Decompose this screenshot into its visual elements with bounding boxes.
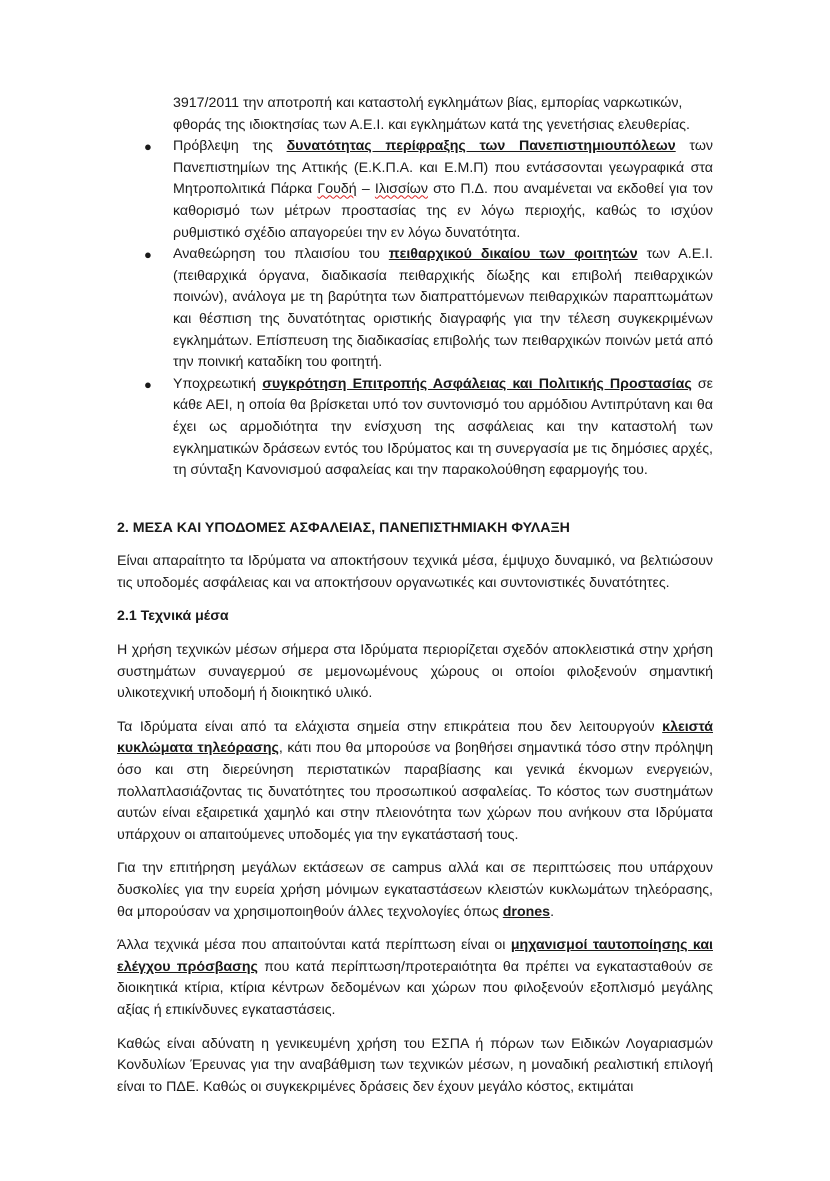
list-item: ● Πρόβλεψη της δυνατότητας περίφραξης των Πανεπιστημιουπόλεων των Πανεπιστημίων της Αττικής (Ε.Κ.Π.Α. και Ε.Μ.Π) που εντάσσονται γεωγραφικά στα Μητροπολιτικά Πάρκα Γουδή – Ιλισσίων στο Π.Δ. που αναμένεται να εκδοθεί για τον καθορισμό των μέτρων προστασίας της εν λόγω περιοχής, καθώς το ισχύον ρυθμιστικό σχέδιο απαγορεύει την εν λόγω δυνατότητα. xyxy=(144,138,713,241)
bullet-icon: ● xyxy=(144,247,152,263)
paragraph: Τα Ιδρύματα είναι από τα ελάχιστα σημεία στην επικράτεια που δεν λειτουργούν κλειστά κυκλώματα τηλεόρασης, κάτι που θα μπορούσε να βοηθήσει σημαντικά τόσο στην πρόληψη όσο και στη διερεύνηση περιστατικών παραβίασης και γενικά έκνομων ενεργειών, πολλαπλασιάζοντας τις δυνατότητες του προσωπικού ασφαλείας. Το κόστος των συστημάτων αυτών είναι εξαιρετικά χαμηλό και στην πλειονότητα των χώρων που ανήκουν στα Ιδρύματα υπάρχουν οι απαιτούμενες υποδομές για την εγκατάστασή τους. xyxy=(117,718,713,843)
emphasis-text: συγκρότηση Επιτροπής Ασφάλειας και Πολιτικής Προστασίας xyxy=(262,375,692,392)
page-content xyxy=(117,93,713,1098)
list-item: ● Υποχρεωτική συγκρότηση Επιτροπής Ασφάλειας και Πολιτικής Προστασίας σε κάθε ΑΕΙ, η οποία θα βρίσκεται υπό τον συντονισμό του αρμόδιου Αντιπρύτανη και θα έχει ως αρμοδιότητα την ενίσχυση της ασφάλειας και την καταστολή των εγκληματικών δράσεων εντός του Ιδρύματος και τη συνεργασία με τις δημόσιες αρχές, τη σύνταξη Κανονισμού ασφαλείας και την παρακολούθηση εφαρμογής του. xyxy=(144,375,714,479)
continued-line-1: 3917/2011 την αποτροπή και καταστολή εγκλημάτων βίας, εμπορίας ναρκωτικών, xyxy=(173,95,683,111)
paragraph: Η χρήση τεχνικών μέσων σήμερα στα Ιδρύματα περιορίζεται σχεδόν αποκλειστικά στην χρήση συστημάτων συναγερμού σε μεμονωμένους χώρους οι οποίοι φιλοξενούν σημαντική υλικοτεχνική υποδομή ή διοικητικό υλικό. xyxy=(117,642,713,702)
emphasis-text: πειθαρχικού δικαίου των φοιτητών xyxy=(388,246,638,263)
section-intro: Είναι απαραίτητο τα Ιδρύματα να αποκτήσουν τεχνικά μέσα, έμψυχο δυναμικό, να βελτιώσουν τις υποδομές ασφάλειας και να αποκτήσουν οργανωτικές και συντονιστικές δυνατότητες. xyxy=(117,553,713,591)
measures-list xyxy=(117,136,713,482)
paragraph: Καθώς είναι αδύνατη η γενικευμένη χρήση του ΕΣΠΑ ή πόρων των Ειδικών Λογαριασμών Κονδυλίων Έρευνας για την αναβάθμιση των τεχνικών μέσων, η μοναδική ρεαλιστική επιλογή είναι το ΠΔΕ. Καθώς οι συγκεκριμένες δράσεις δεν έχουν μεγάλο κόστος, εκτιμάται xyxy=(117,1035,713,1095)
emphasis-text: δυνατότητας περίφραξης των Πανεπιστημιουπόλεων xyxy=(286,138,676,155)
paragraph: Για την επιτήρηση μεγάλων εκτάσεων σε campus αλλά και σε περιπτώσεις που υπάρχουν δυσκολίες για την ευρεία χρήση μόνιμων εγκαταστάσεων κλειστών κυκλωμάτων τηλεόρασης, θα μπορούσαν να χρησιμοποιηθούν άλλες τεχνολογίες όπως drones. xyxy=(117,860,713,920)
emphasis-text: κλειστά κυκλώματα τηλεόρασης xyxy=(117,718,713,757)
bullet-icon: ● xyxy=(144,139,152,155)
continued-line-2: φθοράς της ιδιοκτησίας των Α.Ε.Ι. και εγκλημάτων κατά της γενετήσιας ελευθερίας. xyxy=(173,116,690,133)
emphasis-text: drones xyxy=(502,903,551,920)
section-heading: 2. ΜΕΣΑ ΚΑΙ ΥΠΟΔΟΜΕΣ ΑΣΦΑΛΕΙΑΣ, ΠΑΝΕΠΙΣΤΗΜΙΑΚΗ ΦΥΛΑΞΗ xyxy=(117,519,570,536)
bullet-icon: ● xyxy=(144,376,152,392)
spellcheck-flag: Ιλισσίων xyxy=(374,181,428,198)
paragraph: Άλλα τεχνικά μέσα που απαιτούνται κατά περίπτωση είναι οι μηχανισμοί ταυτοποίησης και ελέγχου πρόσβασης που κατά περίπτωση/προτεραιότητα θα πρέπει να εγκατασταθούν σε διοικητικά κτίρια, κτίρια κέντρων δεδομένων και χώρων που φιλοξενούν εξοπλισμό μεγάλης αξίας ή επικίνδυνες εγκαταστάσεις. xyxy=(117,937,714,1018)
subsection-heading: 2.1 Τεχνικά μέσα xyxy=(117,608,229,625)
list-item: ● Αναθεώρηση του πλαισίου του πειθαρχικού δικαίου των φοιτητών των Α.Ε.Ι. (πειθαρχικά όργανα, διαδικασία πειθαρχικής δίωξης και επιβολή πειθαρχικών ποινών), ανάλογα με τη βαρύτητα των διαπραττόμενων πειθαρχικών παραπτωμάτων και θέσπιση της δυνατότητας οριστικής διαγραφής για την τέλεση συγκεκριμένων εγκλημάτων. Επίσπευση της διαδικασίας επιβολής των πειθαρχικών ποινών μετά από την ποινική καταδίκη του φοιτητή. xyxy=(144,246,713,371)
spellcheck-flag: Γουδή xyxy=(317,181,357,198)
continued-text xyxy=(173,93,713,136)
emphasis-text: μηχανισμοί ταυτοποίησης και ελέγχου πρόσβασης xyxy=(117,937,713,975)
